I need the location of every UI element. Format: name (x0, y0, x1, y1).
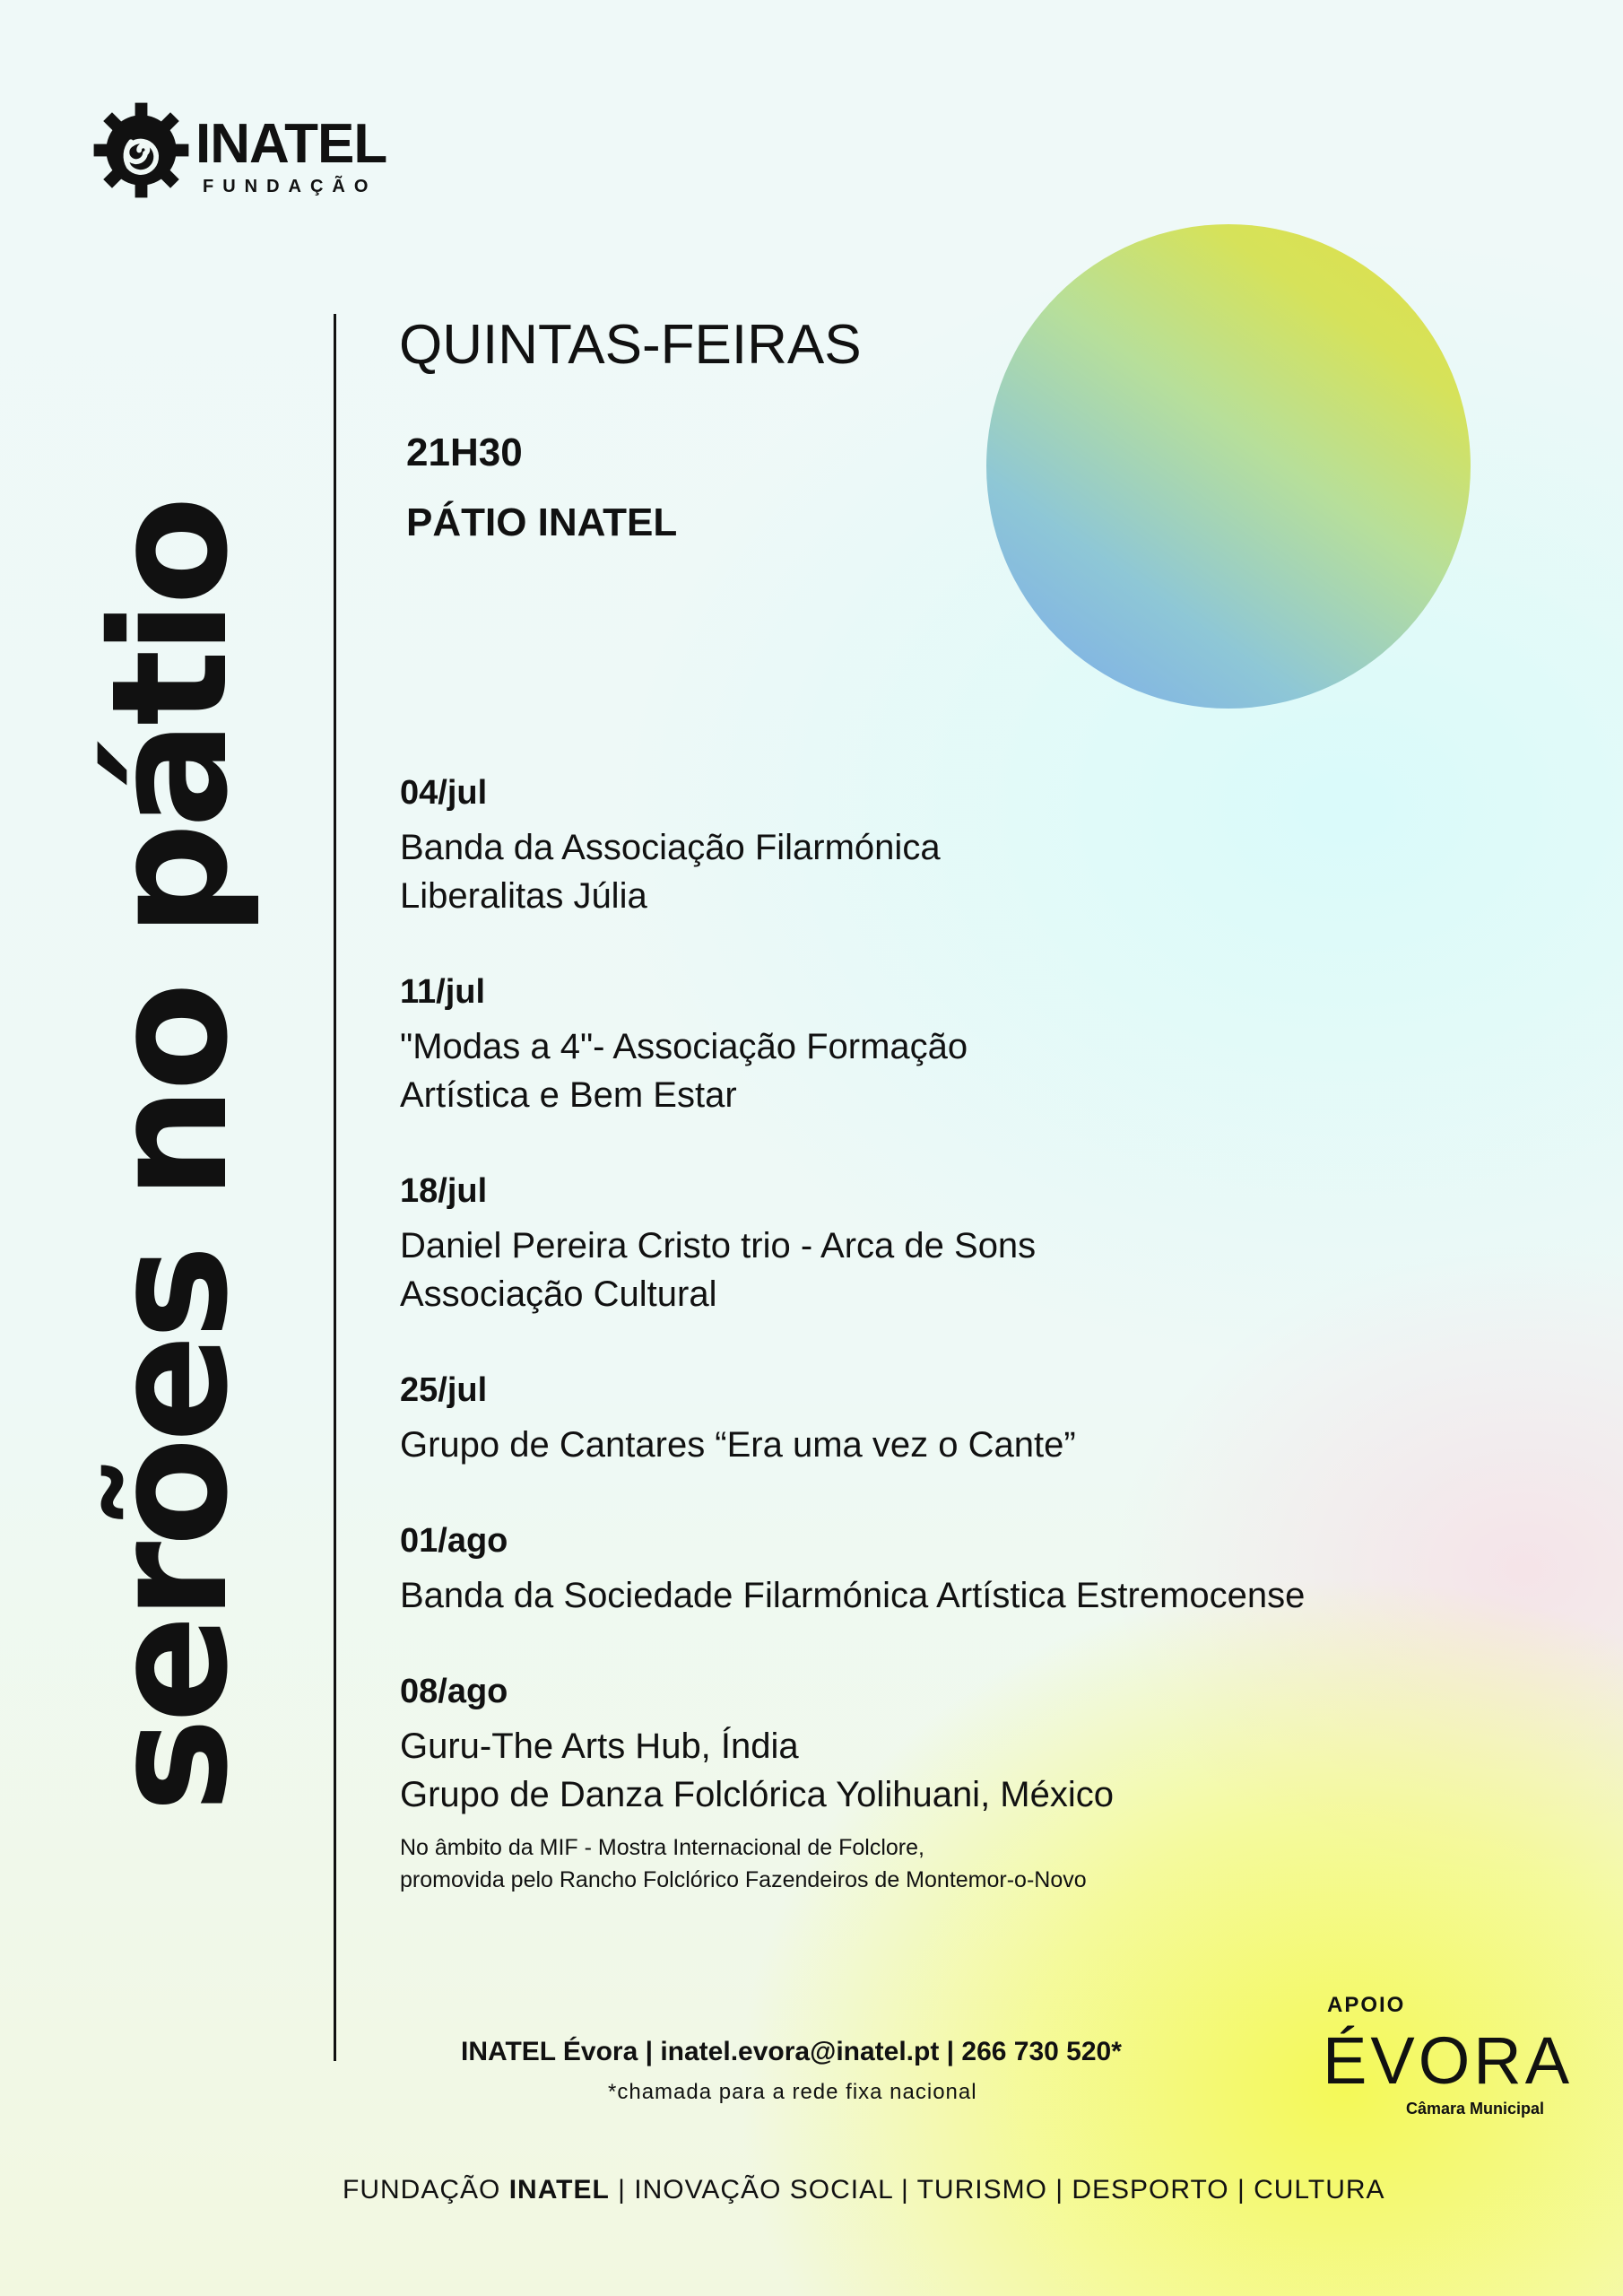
event-item (400, 1171, 1566, 1318)
gear-spiral-icon (90, 99, 193, 202)
footer-tagline (343, 2174, 1385, 2206)
sponsor-logo-name: ÉVORA (1323, 2023, 1574, 2098)
tagline-prefix: FUNDAÇÃO (343, 2175, 509, 2205)
event-line: Banda da Associação Filarmónica (400, 828, 941, 867)
event-item (400, 1672, 1566, 1896)
event-time: 21H30 (406, 430, 523, 474)
contact-footnote: *chamada para a rede fixa nacional (608, 2080, 977, 2104)
event-line: Liberalitas Júlia (400, 876, 647, 916)
vertical-title: serões no pátio (77, 500, 263, 1813)
inatel-logo (90, 99, 412, 206)
event-item (400, 972, 1566, 1119)
event-note: promovida pelo Rancho Folclórico Fazendeiros de Montemor-o-Novo (400, 1867, 1087, 1892)
event-line: Associação Cultural (400, 1274, 717, 1314)
event-item (400, 1521, 1566, 1620)
event-item (400, 1370, 1566, 1469)
event-date: 01/ago (400, 1522, 508, 1560)
event-date: 25/jul (400, 1371, 488, 1409)
event-line: Banda da Sociedade Filarmónica Artística Estremocense (400, 1576, 1306, 1615)
event-line: Grupo de Danza Folclórica Yolihuani, México (400, 1775, 1114, 1814)
event-line: Artística e Bem Estar (400, 1075, 737, 1115)
event-line: "Modas a 4"- Associação Formação (400, 1027, 968, 1066)
event-date: 04/jul (400, 774, 488, 812)
tagline-brand: INATEL (508, 2175, 610, 2205)
event-date: 11/jul (400, 973, 486, 1011)
event-notes (400, 1831, 1566, 1896)
gradient-orb (986, 224, 1471, 709)
event-note: No âmbito da MIF - Mostra Internacional de Folclore, (400, 1835, 924, 1860)
sponsor-label: APOIO (1327, 1993, 1406, 2017)
event-line: Grupo de Cantares “Era uma vez o Cante” (400, 1425, 1076, 1465)
event-date: 18/jul (400, 1172, 488, 1210)
contact-info: INATEL Évora | inatel.evora@inatel.pt | 266 730 520* (461, 2037, 1122, 2066)
event-list (400, 773, 1566, 1948)
sponsor-logo-subtitle: Câmara Municipal (1406, 2100, 1545, 2118)
event-date: 08/ago (400, 1673, 508, 1710)
event-place: PÁTIO INATEL (406, 500, 678, 544)
event-line: Daniel Pereira Cristo trio - Arca de Sons (400, 1226, 1037, 1265)
event-item (400, 773, 1566, 920)
logo-name: INATEL (195, 113, 387, 175)
tagline-rest: | INOVAÇÃO SOCIAL | TURISMO | DESPORTO | CULTURA (609, 2175, 1385, 2205)
event-line: Guru-The Arts Hub, Índia (400, 1726, 799, 1766)
days-heading: QUINTAS-FEIRAS (399, 314, 862, 376)
logo-subtitle: FUNDAÇÃO (203, 177, 378, 196)
vertical-divider (334, 314, 336, 2061)
